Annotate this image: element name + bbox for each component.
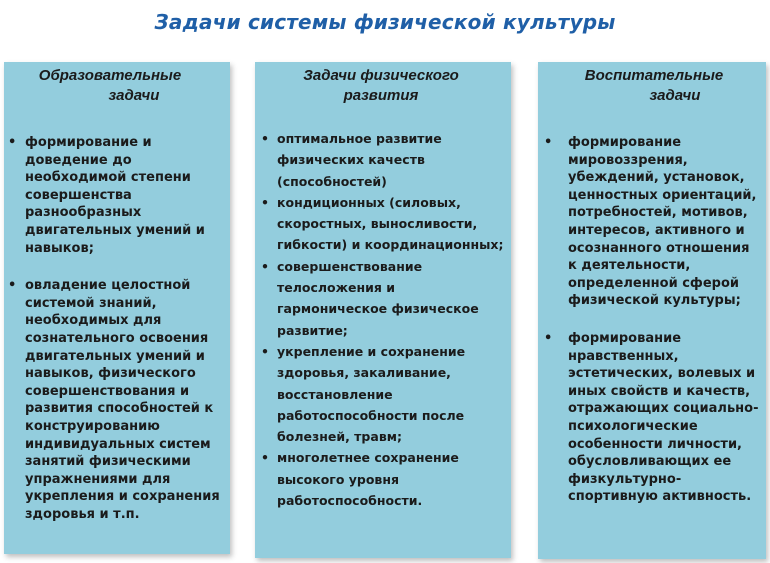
column-heading xyxy=(538,62,766,106)
list-item xyxy=(261,256,507,341)
bullet-icon: • xyxy=(261,450,269,466)
list-item xyxy=(261,341,507,447)
column-heading-line2: задачи xyxy=(108,87,160,104)
column-heading-line2: развития xyxy=(343,87,419,104)
list-item xyxy=(8,277,226,523)
list-item xyxy=(8,134,226,257)
list-item xyxy=(261,128,507,192)
bullet-icon: • xyxy=(544,330,553,346)
column-physical-development xyxy=(255,62,511,558)
bullet-icon: • xyxy=(261,131,269,146)
column-heading-line2: задачи xyxy=(649,87,701,104)
list-item-text: совершенствование телосложения и гармоническое физическое развитие; xyxy=(277,258,479,338)
task-list xyxy=(8,134,226,523)
column-educational xyxy=(4,62,230,554)
list-item-text: кондиционных (силовых, скоростных, выносливости, гибкости) и координационных; xyxy=(277,194,504,253)
list-item-text: оптимальное развитие физических качеств (способностей) xyxy=(277,131,442,189)
list-item-text: укрепление и сохранение здоровья, закаливание, восстановление работоспособности после болезней, травм; xyxy=(277,343,466,445)
column-heading-line1: Воспитательные xyxy=(584,67,724,84)
task-list xyxy=(544,134,762,506)
column-heading-line1: Образовательные xyxy=(38,67,182,84)
list-item-text: формирование нравственных, эстетических, волевых и иных свойств и качеств, отражающих социально-психологические особенности личности, обусловливающих ее физкультурно-спортивную активность. xyxy=(568,330,759,505)
list-item-text: овладение целостной системой знаний, необходимых для сознательного освоения двигательных умений и навыков, физического совершенствования и развития способностей к конструированию индивидуальных систем занятий физическими упражнениями для укрепления и сохранения здоровья и т.п. xyxy=(25,278,220,522)
bullet-icon: • xyxy=(261,194,269,210)
list-item-text: формирование мировоззрения, убеждений, установок, ценностных ориентаций, потребностей, мотивов, интересов, активного и осознанного отношения к деятельности, определенной сферой физической культуры; xyxy=(568,135,757,309)
column-heading xyxy=(4,62,230,106)
bullet-icon: • xyxy=(8,135,17,150)
bullet-icon: • xyxy=(544,135,553,150)
task-list xyxy=(261,128,507,511)
bullet-icon: • xyxy=(8,278,17,294)
page-title: Задачи системы физической культуры xyxy=(154,10,616,34)
list-item-text: формирование и доведение до необходимой степени совершенства разнообразных двигательных умений и навыков; xyxy=(25,135,205,256)
list-item xyxy=(544,330,762,506)
list-item-text: многолетнее сохранение высокого уровня работоспособности. xyxy=(277,450,459,509)
list-item xyxy=(261,192,507,256)
column-upbringing xyxy=(538,62,766,559)
list-item xyxy=(261,447,507,511)
bullet-icon: • xyxy=(261,258,269,274)
column-heading xyxy=(255,62,511,106)
bullet-icon: • xyxy=(261,343,269,359)
column-heading-line1: Задачи физического xyxy=(303,67,459,84)
list-item xyxy=(544,134,762,310)
